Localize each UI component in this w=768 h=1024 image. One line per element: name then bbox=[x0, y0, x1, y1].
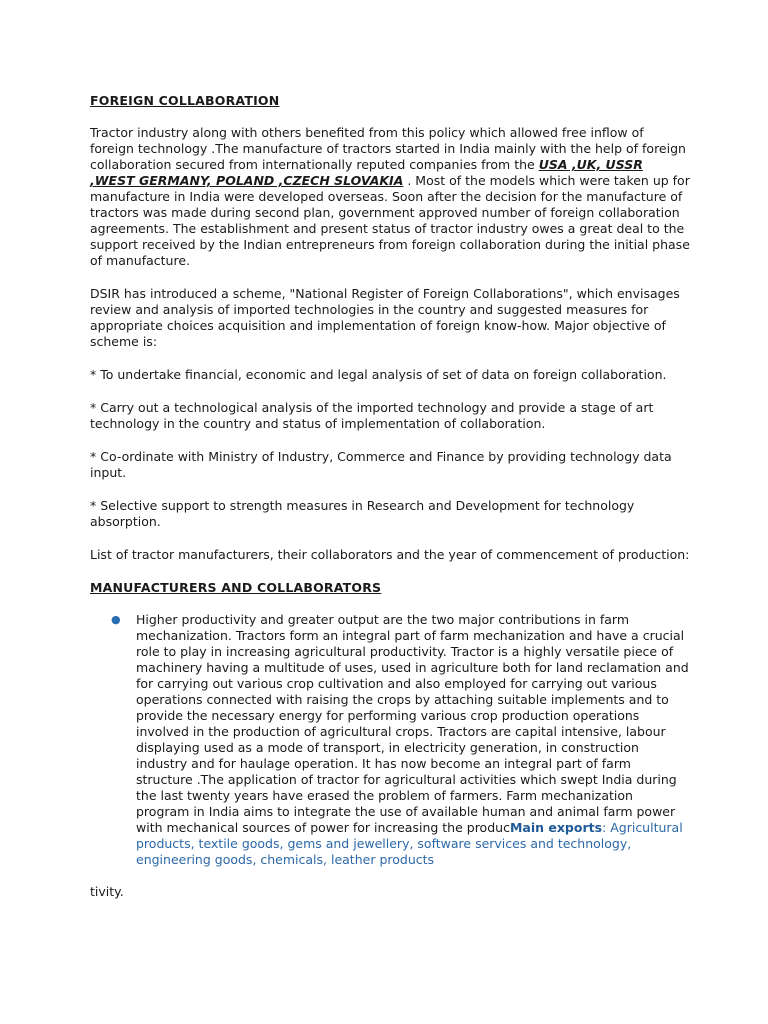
paragraph-list-intro: List of tractor manufacturers, their collaborators and the year of commencement of production: bbox=[90, 547, 690, 562]
trailing-text: tivity. bbox=[90, 884, 124, 899]
list-item: ● Higher productivity and greater output are the two major contributions in farm mechanization. Tractors form an integral part of farm mechanization and have a crucial role to play in increasing agricultural productivity. Tractor is a highly versatile piece of machinery having a multitude of uses, used in agriculture both for land reclamation and for carrying out various crop cultivation and also employed for carrying out various operations connected with raising the crops by attaching suitable implements and to provide the necessary energy for performing various crop production operations involved in the production of agricultural crops. Tractors are capital intensive, labour displaying used as a mode of transport, in electricity generation, in construction industry and for haulage operation. It has now become an integral part of farm structure .The application of tractor for agricultural activities which swept India during the last twenty years have erased the problem of farmers. Farm mechanization program in India aims to integrate the use of available human and animal farm power with mechanical sources of power for increasing the producMain exports: Agricultural products, textile goods, gems and jewellery, software services and technology, engineering goods, chemicals, leather products bbox=[111, 612, 689, 867]
objective-item: * To undertake financial, economic and legal analysis of set of data on foreign collaboration. bbox=[90, 367, 667, 382]
objective-item: * Carry out a technological analysis of the imported technology and provide a stage of art technology in the country and status of implementation of collaboration. bbox=[90, 400, 654, 431]
paragraph-dsir-scheme: DSIR has introduced a scheme, "National Register of Foreign Collaborations", which envisages review and analysis of imported technologies in the country and suggested measures for appropriate choices acquisition and implementation of foreign know-how. Major objective of scheme is: bbox=[90, 286, 680, 349]
bullet-icon: ● bbox=[111, 613, 121, 626]
objective-item: * Co-ordinate with Ministry of Industry, Commerce and Finance by providing technology data input. bbox=[90, 449, 672, 480]
paragraph-foreign-technology: Tractor industry along with others benefited from this policy which allowed free inflow of foreign technology .The manufacture of tractors started in India mainly with the help of foreign collaboration secured from internationally reputed companies from the USA ,UK, USSR ,WEST GERMANY, POLAND ,CZECH SLOVAKIA . Most of the models which were taken up for manufacture in India were developed overseas. Soon after the decision for the manufacture of tractors was made during second plan, government approved number of foreign collaboration agreements. The establishment and present status of tractor industry owes a great deal to the support received by the Indian entrepreneurs from foreign collaboration during the initial phase of manufacture. bbox=[90, 125, 690, 268]
bullet-list bbox=[90, 612, 690, 868]
main-exports-label: Main exports bbox=[509, 820, 603, 835]
objective-item: * Selective support to strength measures in Research and Development for technology absorption. bbox=[90, 498, 635, 529]
heading-foreign-collaboration: FOREIGN COLLABORATION bbox=[90, 93, 280, 108]
document-body bbox=[90, 93, 690, 917]
main-exports-text: : Agricultural products, textile goods, gems and jewellery, software services and technology, engineering goods, chemicals, leather products bbox=[136, 820, 683, 867]
heading-manufacturers: MANUFACTURERS AND COLLABORATORS bbox=[90, 580, 382, 595]
countries-highlight: USA ,UK, USSR ,WEST GERMANY, POLAND ,CZECH SLOVAKIA bbox=[90, 157, 643, 188]
